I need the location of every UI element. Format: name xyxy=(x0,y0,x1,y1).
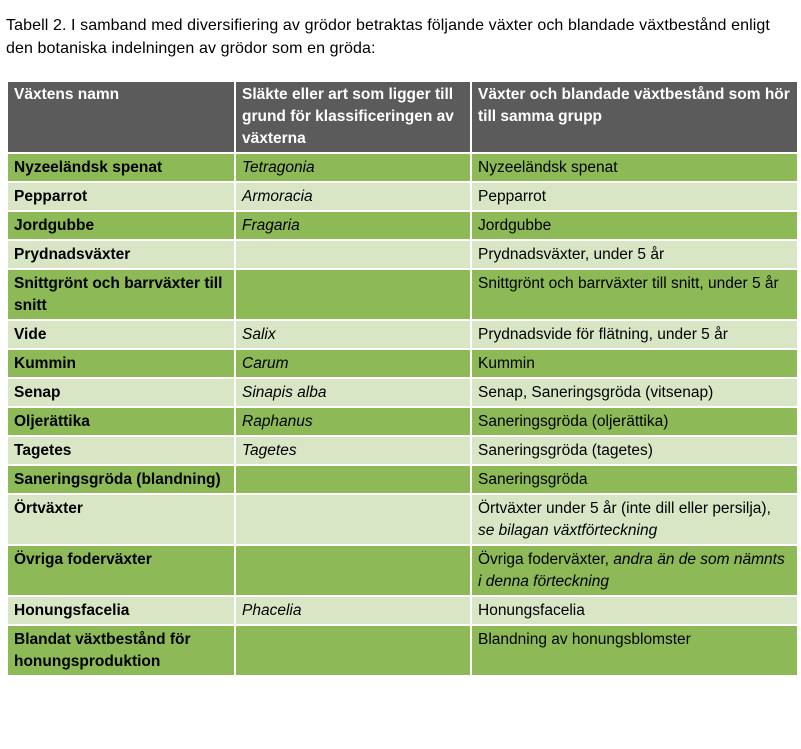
group-cell xyxy=(471,378,798,407)
plant-name-cell: Honungsfacelia xyxy=(7,596,235,625)
group-text: Saneringsgröda (tagetes) xyxy=(478,442,653,459)
group-text: Pepparrot xyxy=(478,188,547,205)
plant-name-cell: Blandat växtbestånd för honungsproduktion xyxy=(7,625,235,676)
genus-cell xyxy=(235,625,471,676)
plant-name-cell: Oljerättika xyxy=(7,407,235,436)
group-cell xyxy=(471,211,798,240)
genus-cell xyxy=(235,240,471,269)
header-genus: Släkte eller art som ligger till grund för klassificeringen av växterna xyxy=(235,81,471,153)
plant-name-cell: Nyzeeländsk spenat xyxy=(7,153,235,182)
genus-cell xyxy=(235,465,471,494)
table-row xyxy=(7,378,798,407)
group-cell xyxy=(471,240,798,269)
group-text: Kummin xyxy=(478,355,535,372)
plant-name-cell: Snittgrönt och barrväxter till snitt xyxy=(7,269,235,320)
genus-cell: Tetragonia xyxy=(235,153,471,182)
plant-name-cell: Prydnadsväxter xyxy=(7,240,235,269)
group-cell xyxy=(471,494,798,545)
plant-name-cell: Kummin xyxy=(7,349,235,378)
genus-cell: Fragaria xyxy=(235,211,471,240)
table-row xyxy=(7,436,798,465)
table-row xyxy=(7,320,798,349)
genus-cell: Tagetes xyxy=(235,436,471,465)
table-row xyxy=(7,349,798,378)
table-row xyxy=(7,153,798,182)
group-text: Örtväxter under 5 år (inte dill eller persilja), xyxy=(478,500,771,517)
table-row xyxy=(7,211,798,240)
table-row xyxy=(7,407,798,436)
group-text: Nyzeeländsk spenat xyxy=(478,159,618,176)
group-text: Honungsfacelia xyxy=(478,602,585,619)
group-cell xyxy=(471,596,798,625)
plant-name-cell: Jordgubbe xyxy=(7,211,235,240)
plant-name-cell: Pepparrot xyxy=(7,182,235,211)
table-row xyxy=(7,240,798,269)
plant-name-cell: Saneringsgröda (blandning) xyxy=(7,465,235,494)
genus-cell xyxy=(235,269,471,320)
genus-cell: Armoracia xyxy=(235,182,471,211)
crop-classification-table xyxy=(6,80,799,677)
genus-cell: Carum xyxy=(235,349,471,378)
group-cell xyxy=(471,153,798,182)
group-text: Jordgubbe xyxy=(478,217,552,234)
group-text: Senap, Saneringsgröda (vitsenap) xyxy=(478,384,714,401)
genus-cell xyxy=(235,545,471,596)
genus-cell: Sinapis alba xyxy=(235,378,471,407)
genus-cell: Phacelia xyxy=(235,596,471,625)
header-plant-name: Växtens namn xyxy=(7,81,235,153)
plant-name-cell: Övriga foderväxter xyxy=(7,545,235,596)
group-text: Prydnadsvide för flätning, under 5 år xyxy=(478,326,728,343)
group-cell xyxy=(471,182,798,211)
group-cell xyxy=(471,465,798,494)
plant-name-cell: Tagetes xyxy=(7,436,235,465)
group-text: Prydnadsväxter, under 5 år xyxy=(478,246,665,263)
group-text: Saneringsgröda (oljerättika) xyxy=(478,413,669,430)
group-italic-text: andra än de som nämnts i denna förteckning xyxy=(478,551,785,590)
table-row xyxy=(7,465,798,494)
header-group: Växter och blandade växtbestånd som hör till samma grupp xyxy=(471,81,798,153)
group-text: Saneringsgröda xyxy=(478,471,588,488)
group-cell xyxy=(471,320,798,349)
table-row xyxy=(7,494,798,545)
group-cell xyxy=(471,545,798,596)
group-text: Blandning av honungsblomster xyxy=(478,631,691,648)
group-cell xyxy=(471,625,798,676)
genus-cell xyxy=(235,494,471,545)
group-cell xyxy=(471,269,798,320)
table-row xyxy=(7,625,798,676)
table-row xyxy=(7,596,798,625)
group-text: Övriga foderväxter, xyxy=(478,551,609,568)
table-row xyxy=(7,545,798,596)
header-row xyxy=(7,81,798,153)
group-cell xyxy=(471,349,798,378)
group-cell xyxy=(471,407,798,436)
table-row xyxy=(7,269,798,320)
plant-name-cell: Senap xyxy=(7,378,235,407)
group-cell xyxy=(471,436,798,465)
group-italic-text: se bilagan växtförteckning xyxy=(478,522,658,539)
group-text: Snittgrönt och barrväxter till snitt, under 5 år xyxy=(478,275,779,292)
plant-name-cell: Örtväxter xyxy=(7,494,235,545)
table-row xyxy=(7,182,798,211)
table-caption: Tabell 2. I samband med diversifiering av grödor betraktas följande växter och blandade växtbestånd enligt den botaniska indelningen av grödor som en gröda: xyxy=(6,17,770,57)
genus-cell: Salix xyxy=(235,320,471,349)
genus-cell: Raphanus xyxy=(235,407,471,436)
plant-name-cell: Vide xyxy=(7,320,235,349)
